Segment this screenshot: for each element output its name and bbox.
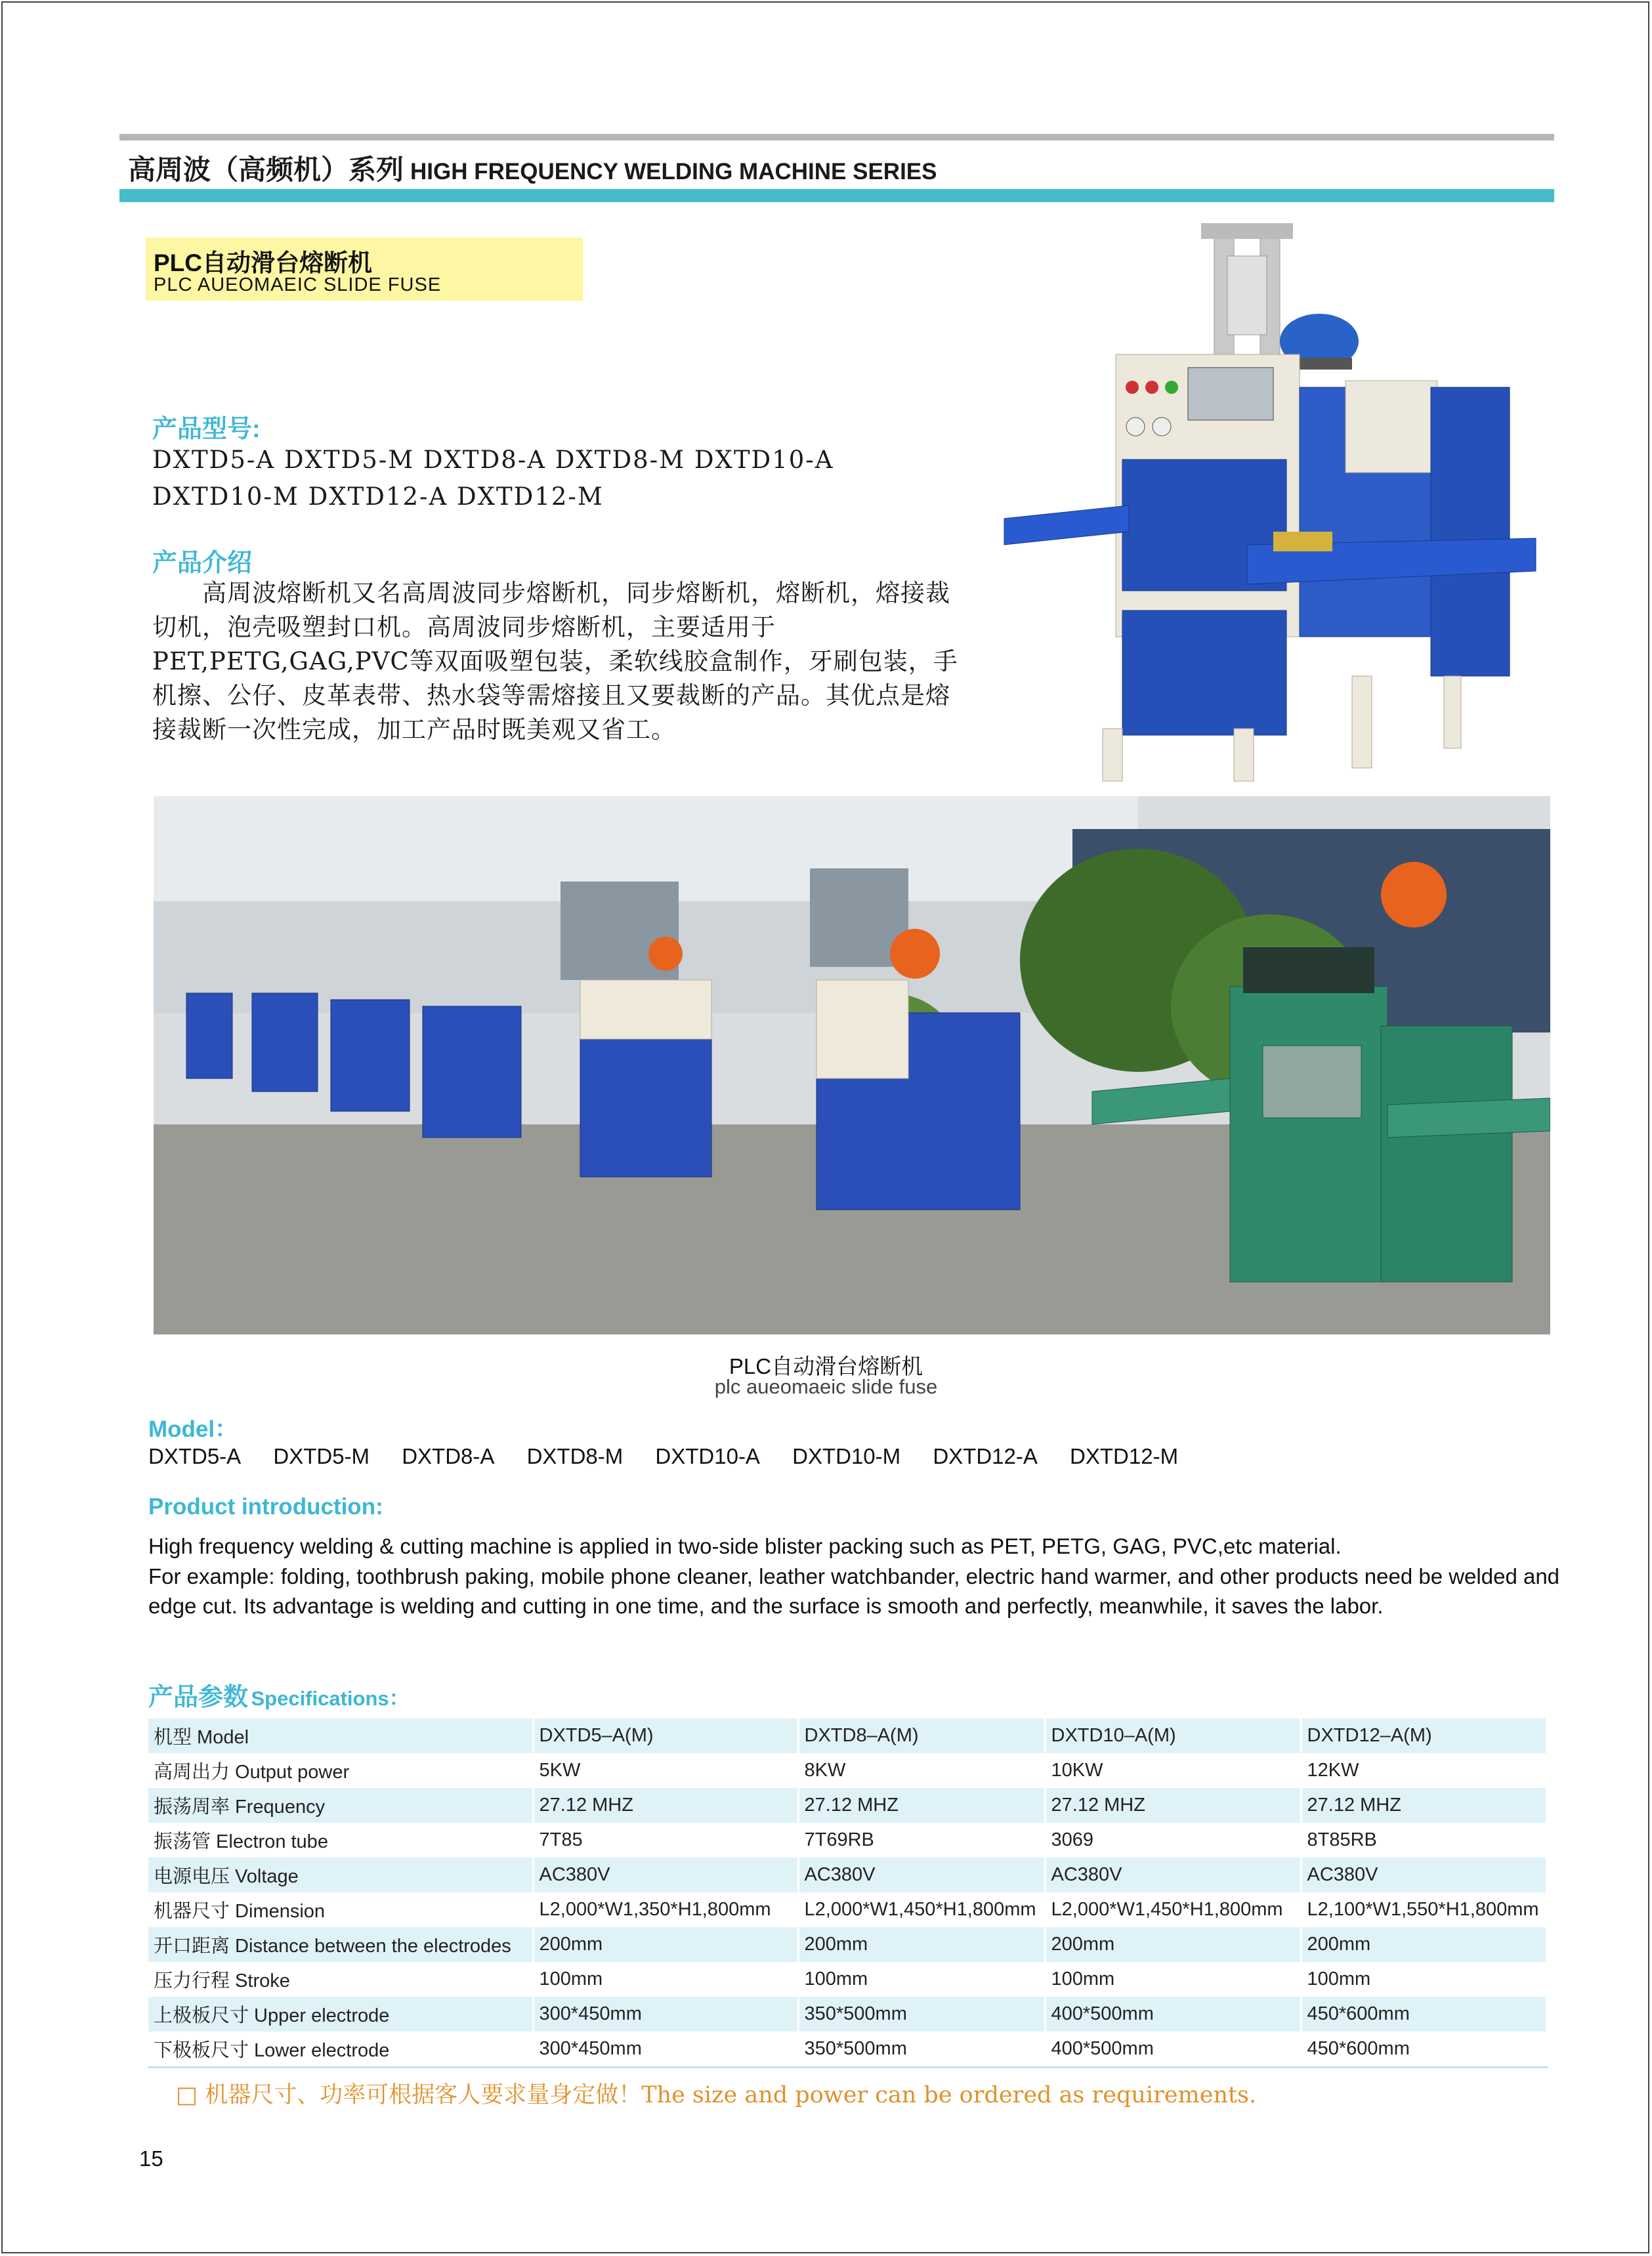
machine-product-image bbox=[998, 217, 1549, 782]
table-row bbox=[148, 1997, 1546, 2032]
spec-value-cell: 200mm bbox=[798, 1927, 1045, 1962]
intro-heading-en: Product introduction: bbox=[148, 1494, 383, 1520]
table-header-row bbox=[148, 1718, 1546, 1753]
spec-value-cell: 400*500mm bbox=[1045, 2032, 1301, 2068]
spec-value-cell: 27.12 MHZ bbox=[1301, 1788, 1546, 1823]
spec-value-cell: 400*500mm bbox=[1045, 1997, 1301, 2032]
intro-text-en-line2: For example: folding, toothbrush paking, mobile phone cleaner, leather watchbander, electric hand warmer, and other products need be welded and edge cut. Its advantage is welding and cutting in one time, and the surface is smooth and perfectly, meanwhile, it saves the labor. bbox=[148, 1564, 1560, 1618]
model-item: DXTD12-M bbox=[1070, 1444, 1179, 1468]
table-row bbox=[148, 1753, 1546, 1788]
spec-label-cell: 机器尺寸 Dimension bbox=[148, 1892, 533, 1927]
specifications-table bbox=[148, 1718, 1548, 2068]
table-row bbox=[148, 1788, 1546, 1823]
spec-value-cell: 300*450mm bbox=[533, 2032, 798, 2068]
models-heading-en: Model： bbox=[148, 1416, 238, 1442]
photo-caption-cn: PLC自动滑台熔断机 bbox=[729, 1354, 923, 1378]
page-number: 15 bbox=[139, 2146, 163, 2171]
spec-value-cell: 100mm bbox=[1301, 1962, 1546, 1997]
spec-value-cell: 350*500mm bbox=[798, 1997, 1045, 2032]
spec-value-cell: AC380V bbox=[798, 1858, 1045, 1892]
spec-label-cell: 上极板尺寸 Upper electrode bbox=[148, 1997, 533, 2032]
model-item: DXTD8-M bbox=[526, 1444, 624, 1468]
spec-value-cell: L2,000*W1,450*H1,800mm bbox=[1045, 1892, 1301, 1927]
product-name-en: PLC AUEOMAEIC SLIDE FUSE bbox=[154, 274, 442, 295]
customization-note: □ 机器尺寸、功率可根据客人要求量身定做！The size and power can be ordered as requirements. bbox=[176, 2082, 1257, 2108]
product-name-cn: PLC自动滑台熔断机 bbox=[154, 249, 372, 276]
models-line-2-cn: DXTD10-M DXTD12-A DXTD12-M bbox=[152, 482, 604, 511]
spec-value-cell: 12KW bbox=[1301, 1753, 1546, 1788]
spec-value-cell: 450*600mm bbox=[1301, 2032, 1546, 2068]
table-row bbox=[148, 1892, 1546, 1927]
spec-value-cell: 27.12 MHZ bbox=[1045, 1788, 1301, 1823]
specs-heading-en: Specifications： bbox=[251, 1687, 410, 1710]
spec-value-cell: 100mm bbox=[1045, 1962, 1301, 1997]
specs-heading bbox=[148, 1676, 410, 1713]
table-row bbox=[148, 1962, 1546, 1997]
series-title-cn: 高周波（高频机）系列 bbox=[128, 154, 404, 185]
spec-value-cell: 450*600mm bbox=[1301, 1997, 1546, 2032]
spec-value-cell: 7T85 bbox=[533, 1823, 798, 1858]
model-item: DXTD10-M bbox=[792, 1444, 901, 1468]
spec-value-cell: L2,100*W1,550*H1,800mm bbox=[1301, 1892, 1546, 1927]
spec-value-cell: L2,000*W1,350*H1,800mm bbox=[533, 1892, 798, 1927]
spec-label-cell: 下极板尺寸 Lower electrode bbox=[148, 2032, 533, 2068]
spec-value-cell: 27.12 MHZ bbox=[533, 1788, 798, 1823]
models-heading-cn: 产品型号: bbox=[152, 415, 261, 443]
models-line-1-cn: DXTD5-A DXTD5-M DXTD8-A DXTD8-M DXTD10-A bbox=[152, 446, 834, 474]
intro-text-cn: 高周波熔断机又名高周波同步熔断机，同步熔断机，熔断机，熔接裁切机，泡壳吸塑封口机。高周波同步熔断机，主要适用于PET,PETG,GAG,PVC等双面吸塑包装，柔软线胶盒制作，牙刷包装，手机擦、公仔、皮革表带、热水袋等需熔接且又要裁断的产品。其优点是熔接裁断一次性完成，加工产品时既美观又省工。 bbox=[152, 579, 958, 744]
spec-value-cell: DXTD5–A(M) bbox=[533, 1718, 798, 1753]
spec-label-cell: 振荡周率 Frequency bbox=[148, 1788, 533, 1823]
table-row bbox=[148, 1823, 1546, 1858]
spec-value-cell: DXTD10–A(M) bbox=[1045, 1718, 1301, 1753]
spec-value-cell: DXTD8–A(M) bbox=[798, 1718, 1045, 1753]
spec-value-cell: 27.12 MHZ bbox=[798, 1788, 1045, 1823]
spec-value-cell: 3069 bbox=[1045, 1823, 1301, 1858]
spec-label-cell: 开口距离 Distance between the electrodes bbox=[148, 1927, 533, 1962]
spec-label-cell: 机型 Model bbox=[148, 1718, 533, 1753]
model-item: DXTD5-M bbox=[273, 1444, 370, 1468]
spec-value-cell: 300*450mm bbox=[533, 1997, 798, 2032]
model-item: DXTD12-A bbox=[933, 1444, 1038, 1468]
table-row bbox=[148, 1858, 1546, 1892]
spec-value-cell: 100mm bbox=[533, 1962, 798, 1997]
spec-label-cell: 电源电压 Voltage bbox=[148, 1858, 533, 1892]
spec-label-cell: 振荡管 Electron tube bbox=[148, 1823, 533, 1858]
series-title-en: HIGH FREQUENCY WELDING MACHINE SERIES bbox=[410, 159, 937, 184]
spec-value-cell: 8KW bbox=[798, 1753, 1045, 1788]
spec-value-cell: 8T85RB bbox=[1301, 1823, 1546, 1858]
model-item: DXTD5-A bbox=[148, 1444, 242, 1468]
spec-value-cell: L2,000*W1,450*H1,800mm bbox=[798, 1892, 1045, 1927]
header-top-rule bbox=[119, 134, 1554, 140]
spec-value-cell: DXTD12–A(M) bbox=[1301, 1718, 1546, 1753]
spec-value-cell: 100mm bbox=[798, 1962, 1045, 1997]
spec-label-cell: 高周出力 Output power bbox=[148, 1753, 533, 1788]
spec-value-cell: 5KW bbox=[533, 1753, 798, 1788]
series-title bbox=[128, 148, 937, 188]
spec-value-cell: 350*500mm bbox=[798, 2032, 1045, 2068]
spec-value-cell: AC380V bbox=[1045, 1858, 1301, 1892]
models-list-en bbox=[148, 1444, 1204, 1469]
specs-heading-cn: 产品参数 bbox=[148, 1684, 249, 1711]
spec-value-cell: AC380V bbox=[1301, 1858, 1546, 1892]
model-item: DXTD10-A bbox=[655, 1444, 760, 1468]
photo-caption-en: plc aueomaeic slide fuse bbox=[714, 1375, 938, 1398]
spec-value-cell: 200mm bbox=[533, 1927, 798, 1962]
intro-heading-cn: 产品介绍 bbox=[152, 549, 253, 577]
spec-value-cell: 7T69RB bbox=[798, 1823, 1045, 1858]
spec-value-cell: 10KW bbox=[1045, 1753, 1301, 1788]
spec-value-cell: AC380V bbox=[533, 1858, 798, 1892]
model-item: DXTD8-A bbox=[402, 1444, 495, 1468]
spec-value-cell: 200mm bbox=[1045, 1927, 1301, 1962]
factory-machines-photo bbox=[154, 796, 1550, 1334]
table-row bbox=[148, 2032, 1546, 2068]
spec-value-cell: 200mm bbox=[1301, 1927, 1546, 1962]
intro-text-en-line1: High frequency welding & cutting machine is applied in two-side blister packing such as PET, PETG, GAG, PVC,etc material. bbox=[148, 1534, 1342, 1558]
table-row bbox=[148, 1927, 1546, 1962]
header-bottom-rule bbox=[119, 189, 1554, 202]
spec-label-cell: 压力行程 Stroke bbox=[148, 1962, 533, 1997]
